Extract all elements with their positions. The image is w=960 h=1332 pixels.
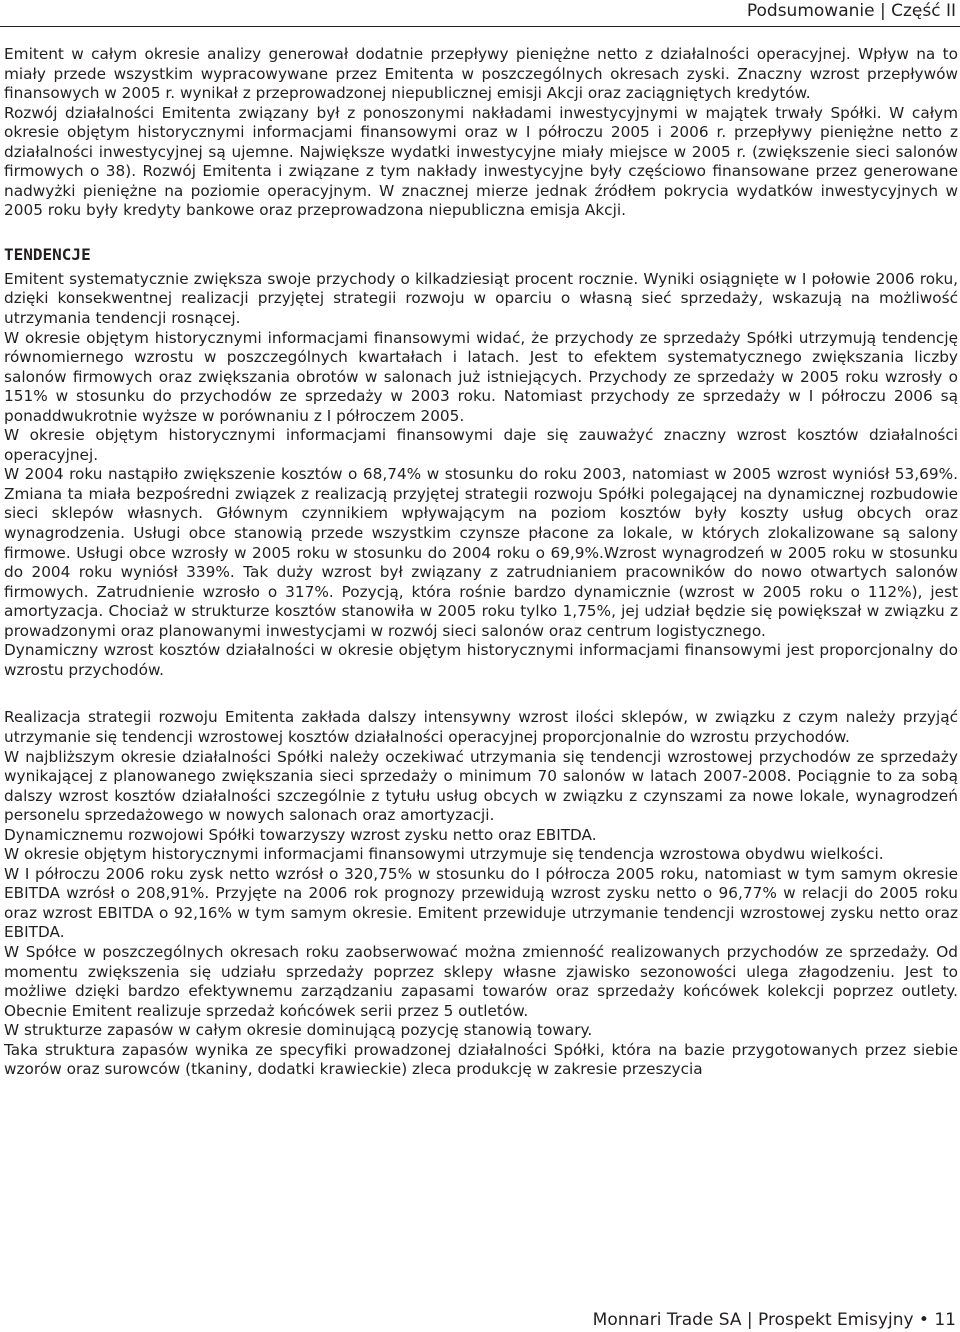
paragraph: Dynamicznemu rozwojowi Spółki towarzyszy wzrost zysku netto oraz EBITDA. [4,825,597,844]
section-outlook [4,708,958,1079]
header-title: Podsumowanie | Część II [746,1,956,21]
page-header [0,0,960,27]
paragraph: Taka struktura zapasów wynika ze specyfiki prowadzonej działalności Spółki, która na bazie przygotowanych przez siebie wzorów oraz surowców (tkaniny, dodatki krawieckie) zleca produkcję w zakresie przeszycia [4,1040,958,1079]
paragraph: Emitent w całym okresie analizy generował dodatnie przepływy pieniężne netto z działalności operacyjnej. Wpływ na to miały przede wszystkim wypracowywane przez Emitenta w poszczególnych okresach zyski. Znaczny wzrost przepływów finansowych w 2005 r. wynikał z przeprowadzonej niepublicznej emisji Akcji oraz zaciągniętych kredytów. [4,45,958,103]
section-cash-flows [4,45,958,221]
paragraph: Dynamiczny wzrost kosztów działalności w okresie objętym historycznymi informacjami finansowymi jest proporcjonalny do wzrostu przychodów. [4,641,958,679]
paragraph: W Spółce w poszczególnych okresach roku zaobserwować można zmienność realizowanych przychodów ze sprzedaży. Od momentu zwiększenia się udziału sprzedaży poprzez sklepy własne zjawisko sezonowości ulega złagodzeniu. Jest to możliwe dzięki bardzo efektywnemu zarządzaniu zapasami towarów oraz sprzedaży końcówek kolekcji poprzez outlety. Obecnie Emitent realizuje sprzedaż końcówek serii przez 5 outletów. [4,942,958,1020]
paragraph: W najbliższym okresie działalności Spółki należy oczekiwać utrzymania się tendencji wzrostowej przychodów ze sprzedaży wynikającej z planowanego zwiększania sieci sprzedaży o minimum 70 salonów w latach 2007-2008. Pociągnie to za sobą dalszy wzrost kosztów działalności szczególnie z tytułu usług obcych w związku z czynszami za nowe lokale, wynagrodzeń personelu sprzedażowego w nowych salonach oraz amortyzacji. [4,747,958,825]
paragraph: W strukturze zapasów w całym okresie dominującą pozycję stanowią towary. [4,1021,593,1040]
paragraph: Emitent systematycznie zwiększa swoje przychody o kilkadziesiąt procent rocznie. Wyniki osiągnięte w I połowie 2006 roku, dzięki konsekwentnej realizacji przyjętej strategii rozwoju w oparciu o własną sieć sprzedaży, wskazują na możliwość utrzymania tendencji rosnącej. [4,269,958,328]
page-footer: Monnari Trade SA | Prospekt Emisyjny • 11 [592,1310,956,1330]
paragraph: W okresie objętym historycznymi informacjami finansowymi widać, że przychody ze sprzedaży Spółki utrzymują tendencję równomiernego wzrostu w poszczególnych kwartałach i latach. Jest to efektem systematycznego zwiększania liczby salonów firmowych oraz zwiększania obrotów w salonach już istniejących. Przychody ze sprzedaży w 2005 roku wzrosły o 151% w stosunku do przychodów ze sprzedaży w 2003 roku. Natomiast przychody ze sprzedaży w I półroczu 2006 są ponaddwukrotnie wyższe w porównaniu z I półroczem 2005. [4,328,958,425]
paragraph: W okresie objętym historycznymi informacjami finansowymi daje się zauważyć znaczny wzrost kosztów działalności operacyjnej. [4,426,958,464]
paragraph: Rozwój działalności Emitenta związany był z ponoszonymi nakładami inwestycyjnymi w majątek trwały Spółki. W całym okresie objętym historycznymi informacjami finansowymi oraz w I półroczu 2005 i 2006 r. przepływy pieniężne netto z działalności inwestycyjnej są ujemne. Największe wydatki inwestycyjne miały miejsce w 2005 r. (zwiększenie sieci salonów firmowych o 38). Rozwój Emitenta i związane z tym nakłady inwestycyjne były częściowo finansowane przez generowane nadwyżki pieniężne na poziomie operacyjnym. W znacznej mierze jednak źródłem pokrycia wydatków inwestycyjnych w 2005 roku były kredyty bankowe oraz przeprowadzona niepubliczna emisja Akcji. [4,103,958,220]
paragraph: W 2004 roku nastąpiło zwiększenie kosztów o 68,74% w stosunku do roku 2003, natomiast w 2005 wzrost wyniósł 53,69%. Zmiana ta miała bezpośredni związek z realizacją przyjętej strategii rozwoju Spółki polegającej na dynamicznej rozbudowie sieci sklepów własnych. Głównym czynnikiem wpływającym na poziom kosztów były koszty usług obcych oraz wynagrodzenia. Usługi obce stanowią przede wszystkim czynsze płacone za lokale, w których zlokalizowane są salony firmowe. Usługi obce wzrosły w 2005 roku w stosunku do 2004 roku o 69,9%.Wzrost wynagrodzeń w 2005 roku w stosunku do 2004 roku wyniósł 339%. Tak duży wzrost był związany z zatrudnianiem pracowników do nowo otwartych salonów firmowych. Zatrudnienie wzrosło o 317%. Pozycją, która rośnie bardzo dynamicznie (wzrost w 2005 roku o 112%), jest amortyzacja. Chociaż w strukturze kosztów stanowiła w 2005 roku tylko 1,75%, jej udział będzie się powiększał w związku z prowadzonymi oraz planowanymi inwestycjami w rozwój sieci salonów oraz centrum logistycznego. [4,465,958,640]
paragraph: Realizacja strategii rozwoju Emitenta zakłada dalszy intensywny wzrost ilości sklepów, w związku z czym należy przyjąć utrzymanie się tendencji wzrostowej kosztów działalności operacyjnej proporcjonalnie do wzrostu przychodów. [4,708,958,746]
paragraph: W I półroczu 2006 roku zysk netto wzrósł o 320,75% w stosunku do I półrocza 2005 roku, natomiast w tym samym okresie EBITDA wzrósł o 208,91%. Przyjęte na 2006 rok prognozy przewidują wzrost zysku netto o 96,77% w relacji do 2005 roku oraz wzrost EBITDA o 92,16% w tym samym okresie. Emitent przewiduje utrzymanie tendencji wzrostowej zysku netto oraz EBITDA. [4,864,958,942]
section-heading: TENDENCJE [4,244,91,264]
paragraph: W okresie objętym historycznymi informacjami finansowymi utrzymuje się tendencja wzrostowa obydwu wielkości. [4,845,884,864]
section-trends [4,245,958,680]
document-body [4,45,958,1080]
